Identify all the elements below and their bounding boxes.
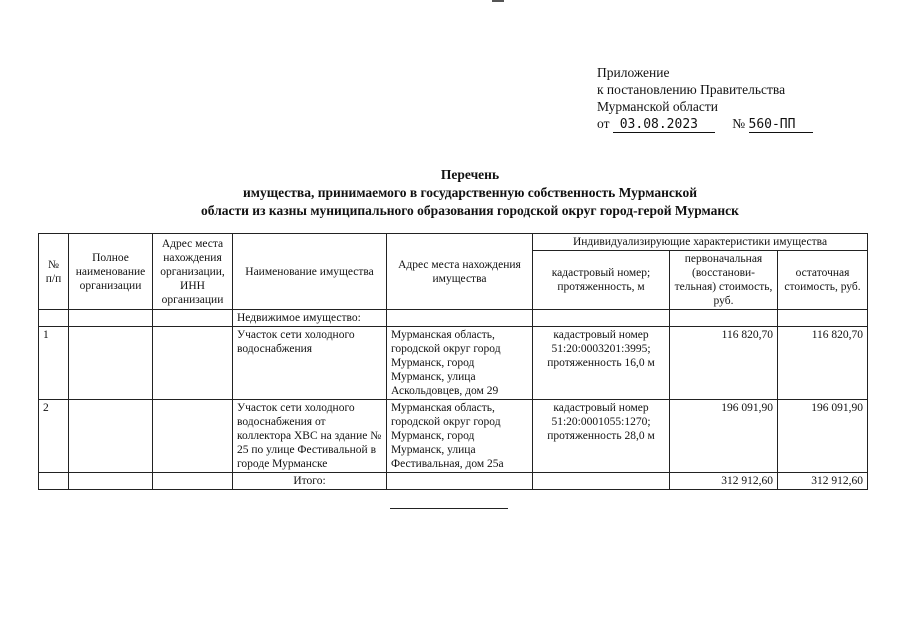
row-residual-cost: 116 820,70 <box>778 327 868 400</box>
number-prefix: № <box>732 116 746 131</box>
header-cadastral: кадастровый номер; протяженность, м <box>533 251 670 310</box>
appendix-line-1: Приложение <box>597 65 670 80</box>
row-property-address: Мурманская область, городской округ город Мурманск, город Мурманск, улица Аскольдовцев, дом 29 <box>387 327 533 400</box>
title-line-3: области из казны муниципального образования городской округ город-герой Мурманск <box>201 203 739 218</box>
header-row-1 <box>39 234 868 251</box>
document-title <box>120 166 820 220</box>
total-initial-cost: 312 912,60 <box>670 473 778 490</box>
row-property-name: Участок сети холодного водоснабжения <box>233 327 387 400</box>
title-line-1: Перечень <box>440 167 500 182</box>
header-property-name: Наименование имущества <box>233 234 387 310</box>
total-label: Итого: <box>233 473 387 490</box>
header-org-address: Адрес места нахождения организации, ИНН организации <box>153 234 233 310</box>
header-org-name: Полное наименование организации <box>69 234 153 310</box>
row-org-name <box>69 400 153 473</box>
header-num: № п/п <box>39 234 69 310</box>
total-residual-cost: 312 912,60 <box>778 473 868 490</box>
header-initial-cost: первоначальная (восстанови- тельная) стоимость, руб. <box>670 251 778 310</box>
row-num: 1 <box>39 327 69 400</box>
table-row <box>39 327 868 400</box>
row-org-address <box>153 400 233 473</box>
property-table <box>38 233 868 490</box>
title-line-2: имущества, принимаемого в государственную собственность Мурманской <box>243 185 697 200</box>
appendix-line-2: к постановлению Правительства <box>597 82 786 97</box>
row-property-address: Мурманская область, городской округ город Мурманск, город Мурманск, улица Фестивальная, дом 25а <box>387 400 533 473</box>
row-org-name <box>69 327 153 400</box>
decree-number: 560-ПП <box>749 118 813 133</box>
appendix-block <box>597 64 813 133</box>
closing-divider <box>390 508 508 509</box>
date-prefix: от <box>597 116 610 131</box>
row-initial-cost: 116 820,70 <box>670 327 778 400</box>
row-num: 2 <box>39 400 69 473</box>
row-initial-cost: 196 091,90 <box>670 400 778 473</box>
row-cadastral: кадастровый номер 51:20:0001055:1270; протяженность 28,0 м <box>533 400 670 473</box>
total-row <box>39 473 868 490</box>
header-property-address: Адрес места нахождения имущества <box>387 234 533 310</box>
scan-mark <box>492 0 504 2</box>
row-residual-cost: 196 091,90 <box>778 400 868 473</box>
section-label: Недвижимое имущество: <box>233 310 387 327</box>
header-residual-cost: остаточная стоимость, руб. <box>778 251 868 310</box>
row-property-name: Участок сети холодного водоснабжения от коллектора ХВС на здание № 25 по улице Фестивальной в городе Мурманске <box>233 400 387 473</box>
decree-date: 03.08.2023 <box>613 118 715 133</box>
section-row <box>39 310 868 327</box>
appendix-date-line <box>597 115 813 133</box>
header-characteristics: Индивидуализирующие характеристики имущества <box>533 234 868 251</box>
row-cadastral: кадастровый номер 51:20:0003201:3995; протяженность 16,0 м <box>533 327 670 400</box>
appendix-line-3: Мурманской области <box>597 99 718 114</box>
row-org-address <box>153 327 233 400</box>
table-row <box>39 400 868 473</box>
